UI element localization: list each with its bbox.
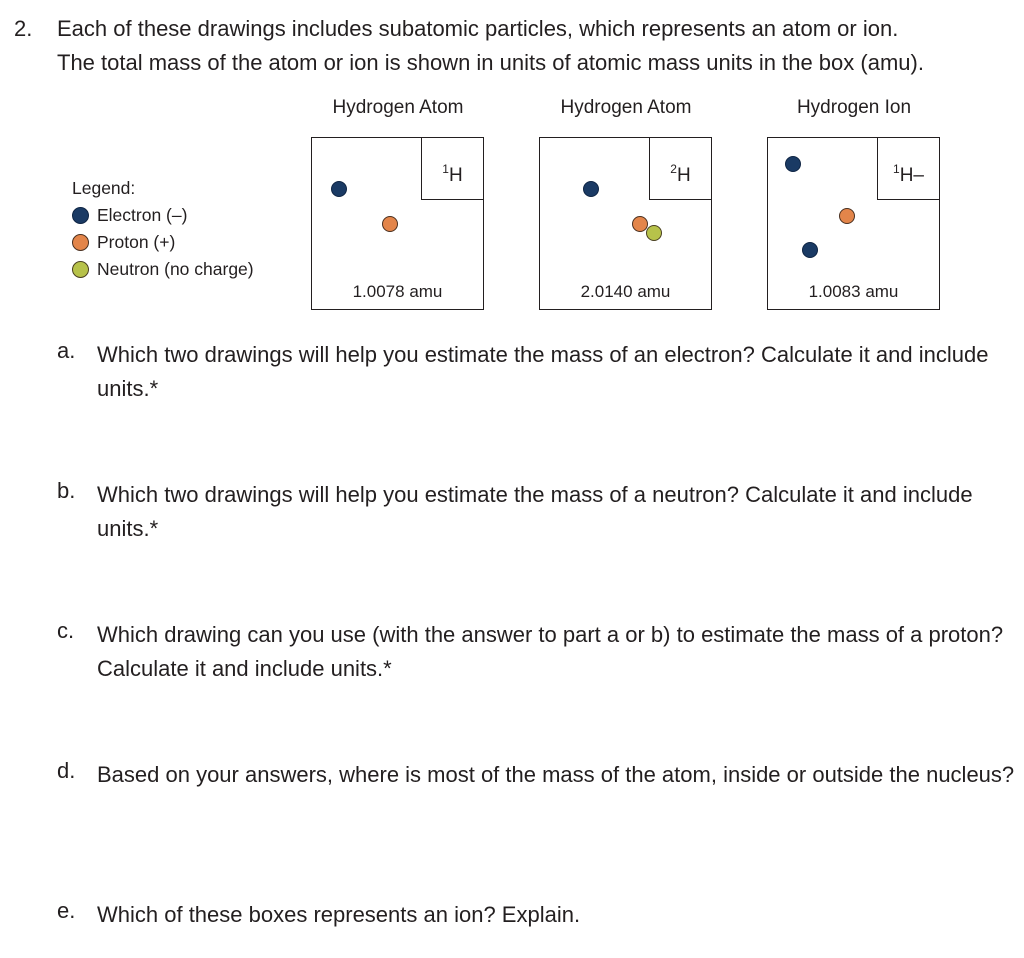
element-symbol: H (676, 165, 691, 186)
legend-item-proton (72, 229, 254, 256)
mass-number: 1 (893, 162, 900, 176)
proton-particle (382, 216, 398, 232)
part-d-label: d. (57, 758, 76, 783)
legend-item-electron (72, 202, 254, 229)
electron-legend-icon (72, 207, 89, 224)
mass-label: 1.0083 amu (808, 282, 899, 301)
part-d-text: Based on your answers, where is most of the mass of the atom, inside or outside the nucleus? (97, 762, 1015, 787)
neutron-particle (646, 225, 662, 241)
panel-3-title: Hydrogen Ion (796, 97, 912, 118)
legend-neutron-label: Neutron (no charge) (97, 259, 254, 279)
part-c-text: Which drawing can you use (with the answer to part a or b) to estimate the mass of a proton? Calculate it and include units.* (97, 622, 1004, 681)
isotope-symbol-box (877, 138, 939, 200)
part-e-label: e. (57, 898, 76, 923)
proton-legend-icon (72, 234, 89, 251)
panel-2-title: Hydrogen Atom (560, 97, 692, 118)
part-a-label: a. (57, 338, 76, 363)
legend-title: Legend: (72, 178, 136, 198)
legend-electron-label: Electron (–) (97, 205, 188, 225)
question-number: 2. (14, 16, 33, 41)
panel-hydrogen-1 (311, 137, 484, 310)
part-c-label: c. (57, 618, 75, 643)
mass-number: 2 (670, 162, 677, 176)
element-symbol: H (448, 165, 463, 186)
panel-hydrogen-2 (539, 137, 712, 310)
neutron-legend-icon (72, 261, 89, 278)
element-symbol: H– (899, 165, 924, 186)
electron-particle (802, 242, 818, 258)
panel-hydrogen-ion (767, 137, 940, 310)
mass-label: 1.0078 amu (352, 282, 443, 301)
panel-1-title: Hydrogen Atom (332, 97, 464, 118)
part-e-text: Which of these boxes represents an ion? Explain. (97, 902, 581, 927)
legend (72, 175, 254, 283)
mass-number: 1 (442, 162, 449, 176)
part-b-text: Which two drawings will help you estimate the mass of a neutron? Calculate it and include units.* (97, 482, 973, 541)
legend-item-neutron (72, 256, 254, 283)
legend-proton-label: Proton (+) (97, 232, 176, 252)
proton-particle (839, 208, 855, 224)
part-b-label: b. (57, 478, 76, 503)
electron-particle (583, 181, 599, 197)
part-a-text: Which two drawings will help you estimate the mass of an electron? Calculate it and include units.* (97, 342, 989, 401)
mass-label: 2.0140 amu (580, 282, 671, 301)
isotope-symbol-box (649, 138, 711, 200)
electron-particle (785, 156, 801, 172)
electron-particle (331, 181, 347, 197)
question-intro-line2: The total mass of the atom or ion is shown in units of atomic mass units in the box (amu). (57, 50, 924, 75)
isotope-symbol-box (421, 138, 483, 200)
question-intro-line1: Each of these drawings includes subatomic particles, which represents an atom or ion. (57, 16, 899, 41)
